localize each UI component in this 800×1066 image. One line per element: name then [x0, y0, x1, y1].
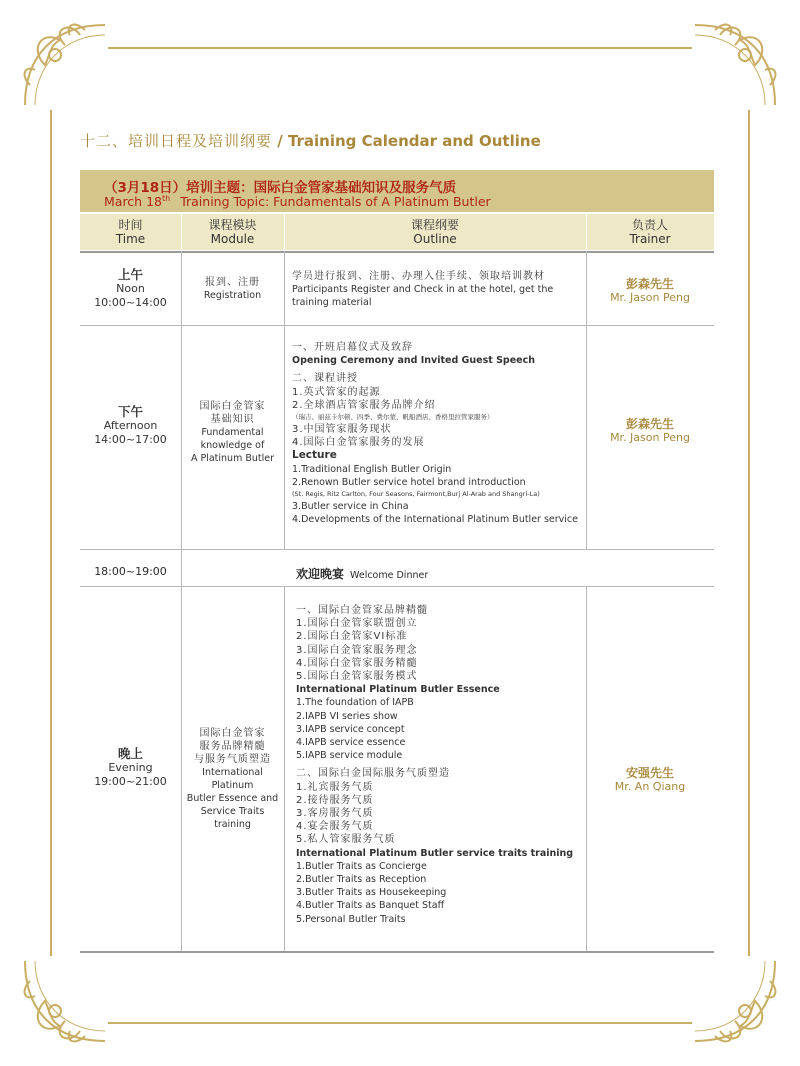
column-divider [284, 251, 285, 549]
header-divider [284, 214, 285, 250]
outline-line: 1.英式管家的起源 [292, 386, 381, 398]
outline-line: 2.IAPB VI series show [296, 710, 398, 722]
frame-left-border [50, 110, 52, 956]
header-trainer-en: Trainer [629, 232, 671, 246]
outline-line: 3.Butler service in China [292, 501, 409, 513]
evening-label-zh: 晚上 [117, 746, 143, 761]
outline-line: International Platinum Butler Essence [296, 684, 500, 696]
afternoon-time-cell [80, 405, 181, 447]
noon-time-cell [80, 268, 181, 310]
evening-module-line: 国际白金管家 [199, 728, 266, 739]
header-trainer [586, 214, 714, 250]
column-divider [181, 549, 182, 586]
topic-title-zh: （3月18日）培训主题：国际白金管家基础知识及服务气质 [104, 180, 457, 196]
noon-outline-cell [292, 270, 553, 310]
outline-line: 4.国际白金管家服务的发展 [292, 437, 425, 449]
outline-line: 5.Personal Butler Traits [296, 913, 406, 925]
outline-line: （瑞吉、丽兹卡尔顿、四季、费尔蒙、帆船酒店、香格里拉管家服务） [292, 413, 494, 422]
evening-trainer-zh: 安强先生 [625, 766, 674, 780]
table-rule [80, 325, 714, 326]
afternoon-module-cell [181, 400, 284, 465]
afternoon-module-line: Fundamental [201, 427, 264, 438]
outline-line: Lecture [292, 449, 337, 462]
outline-line: 3.中国管家服务现状 [292, 424, 392, 436]
evening-outline-cell [296, 604, 573, 926]
evening-label-en: Evening [108, 761, 153, 774]
training-topic-banner [80, 170, 714, 212]
outline-line: 4.IAPB service essence [296, 737, 406, 749]
dinner-time-range: 18:00~19:00 [94, 565, 167, 578]
topic-date: March 18 [104, 194, 162, 210]
afternoon-trainer-cell [586, 417, 714, 445]
table-rule [80, 951, 714, 953]
outline-line: 1.The foundation of IAPB [296, 697, 414, 709]
header-module-zh: 课程模块 [208, 218, 257, 232]
ornament-corner-icon [15, 951, 115, 1051]
outline-line: International Platinum Butler service traits training [296, 847, 574, 859]
header-time [80, 214, 181, 250]
afternoon-label-zh: 下午 [117, 404, 143, 419]
afternoon-time-range: 14:00~17:00 [94, 433, 167, 446]
afternoon-module-line: 基础知识 [210, 414, 255, 425]
noon-module-zh: 报到、注册 [205, 277, 260, 288]
header-time-en: Time [115, 232, 146, 246]
evening-module-line: Service Traits training [200, 806, 265, 830]
evening-module-line: International Platinum [202, 767, 263, 791]
noon-module-cell [181, 276, 284, 302]
outline-line: 二、国际白金国际服务气质塑造 [296, 768, 450, 780]
afternoon-outline-cell [292, 341, 578, 526]
outline-line: 1.国际白金管家联盟创立 [296, 618, 418, 630]
outline-line: 5.国际白金管家服务模式 [296, 671, 418, 683]
outline-line: 3.国际白金管家服务理念 [296, 644, 418, 656]
afternoon-module-line: 国际白金管家 [199, 401, 266, 412]
afternoon-trainer-en: Mr. Jason Peng [610, 431, 690, 444]
outline-line: 4.Butler Traits as Banquet Staff [296, 900, 445, 912]
dinner-cell [296, 565, 428, 582]
afternoon-label-en: Afternoon [103, 419, 158, 432]
outline-line: (St. Regis, Ritz Carlton, Four Seasons, Fairmont,Burj Al-Arab and Shangri-La) [292, 490, 540, 499]
outline-line: 4.国际白金管家服务精髓 [296, 657, 418, 669]
topic-date-suffix: th [161, 194, 171, 203]
dinner-label-en: Welcome Dinner [350, 570, 429, 581]
outline-line: 2.接待服务气质 [296, 794, 374, 806]
noon-label-zh: 上午 [117, 267, 143, 282]
afternoon-trainer-zh: 彭森先生 [625, 417, 674, 431]
outline-line: 2.全球酒店管家服务品牌介绍 [292, 399, 436, 411]
noon-trainer-en: Mr. Jason Peng [610, 291, 690, 304]
outline-line: 4.宴会服务气质 [296, 821, 374, 833]
outline-line: 1.Butler Traits as Concierge [296, 860, 427, 872]
header-trainer-zh: 负责人 [631, 218, 668, 232]
afternoon-module-line: knowledge of [200, 440, 265, 451]
ornament-corner-icon [685, 15, 785, 115]
header-outline [284, 214, 586, 250]
outline-line: 一、国际白金管家品牌精髓 [296, 605, 428, 616]
noon-outline-en: Participants Register and Check in at the hotel, get the [292, 284, 554, 296]
header-outline-en: Outline [413, 232, 457, 246]
outline-line: 4.Developments of the International Platinum Butler service [292, 514, 578, 526]
page-title [80, 130, 541, 151]
noon-time-range: 10:00~14:00 [94, 296, 167, 309]
outline-line: 5.IAPB service module [296, 750, 403, 762]
frame-bottom-border [108, 1022, 692, 1024]
dinner-label-zh: 欢迎晚宴 [296, 567, 345, 581]
evening-module-line: Butler Essence and [186, 793, 279, 804]
outline-line: 5.私人管家服务气质 [296, 834, 396, 846]
header-outline-zh: 课程纲要 [410, 218, 459, 232]
topic-name: Training Topic: Fundamentals of A Platinum Butler [180, 194, 491, 210]
outline-line: 一、开班启幕仪式及致辞 [292, 342, 413, 353]
evening-module-line: 服务品牌精髓 [199, 741, 266, 752]
noon-module-en: Registration [203, 290, 262, 301]
noon-trainer-cell [586, 277, 714, 305]
page-title-en: / Training Calendar and Outline [272, 132, 541, 150]
table-rule [80, 549, 714, 550]
evening-time-cell [80, 747, 181, 789]
evening-trainer-en: Mr. An Qiang [614, 780, 686, 793]
noon-outline-zh: 学员进行报到、注册、办理入住手续、领取培训教材 [292, 271, 545, 282]
noon-outline-en: training material [292, 297, 372, 309]
outline-line: 3.IAPB service concept [296, 723, 405, 735]
ornament-corner-icon [685, 951, 785, 1051]
frame-top-border [108, 47, 692, 49]
outline-line: 二、课程讲授 [292, 373, 358, 385]
topic-title-en [104, 194, 491, 209]
outline-line: 2.国际白金管家VI标准 [296, 631, 408, 643]
outline-line: 3.客房服务气质 [296, 808, 374, 820]
outline-line: 2.Renown Butler service hotel brand introduction [292, 476, 526, 488]
table-rule [80, 586, 714, 587]
page-title-zh: 十二、培训日程及培训纲要 [80, 132, 273, 150]
evening-time-range: 19:00~21:00 [94, 775, 167, 788]
outline-line: 1.礼宾服务气质 [296, 781, 374, 793]
noon-trainer-zh: 彭森先生 [625, 277, 674, 291]
column-divider [284, 586, 285, 951]
noon-label-en: Noon [116, 282, 145, 295]
outline-line: 3.Butler Traits as Housekeeping [296, 887, 447, 899]
evening-trainer-cell [586, 766, 714, 794]
ornament-corner-icon [15, 15, 115, 115]
evening-module-line: 与服务气质塑造 [194, 754, 271, 765]
header-module-en: Module [210, 232, 255, 246]
afternoon-module-line: A Platinum Butler [190, 453, 275, 464]
header-time-zh: 时间 [118, 218, 143, 232]
outline-line: 2.Butler Traits as Reception [296, 874, 427, 886]
table-header [80, 214, 714, 250]
header-divider [181, 214, 182, 250]
header-module [181, 214, 284, 250]
header-divider [586, 214, 587, 250]
evening-module-cell [181, 727, 284, 831]
table-rule [80, 251, 714, 253]
frame-right-border [748, 110, 750, 956]
outline-line: 1.Traditional English Butler Origin [292, 463, 452, 475]
outline-line: Opening Ceremony and Invited Guest Speech [292, 355, 535, 367]
